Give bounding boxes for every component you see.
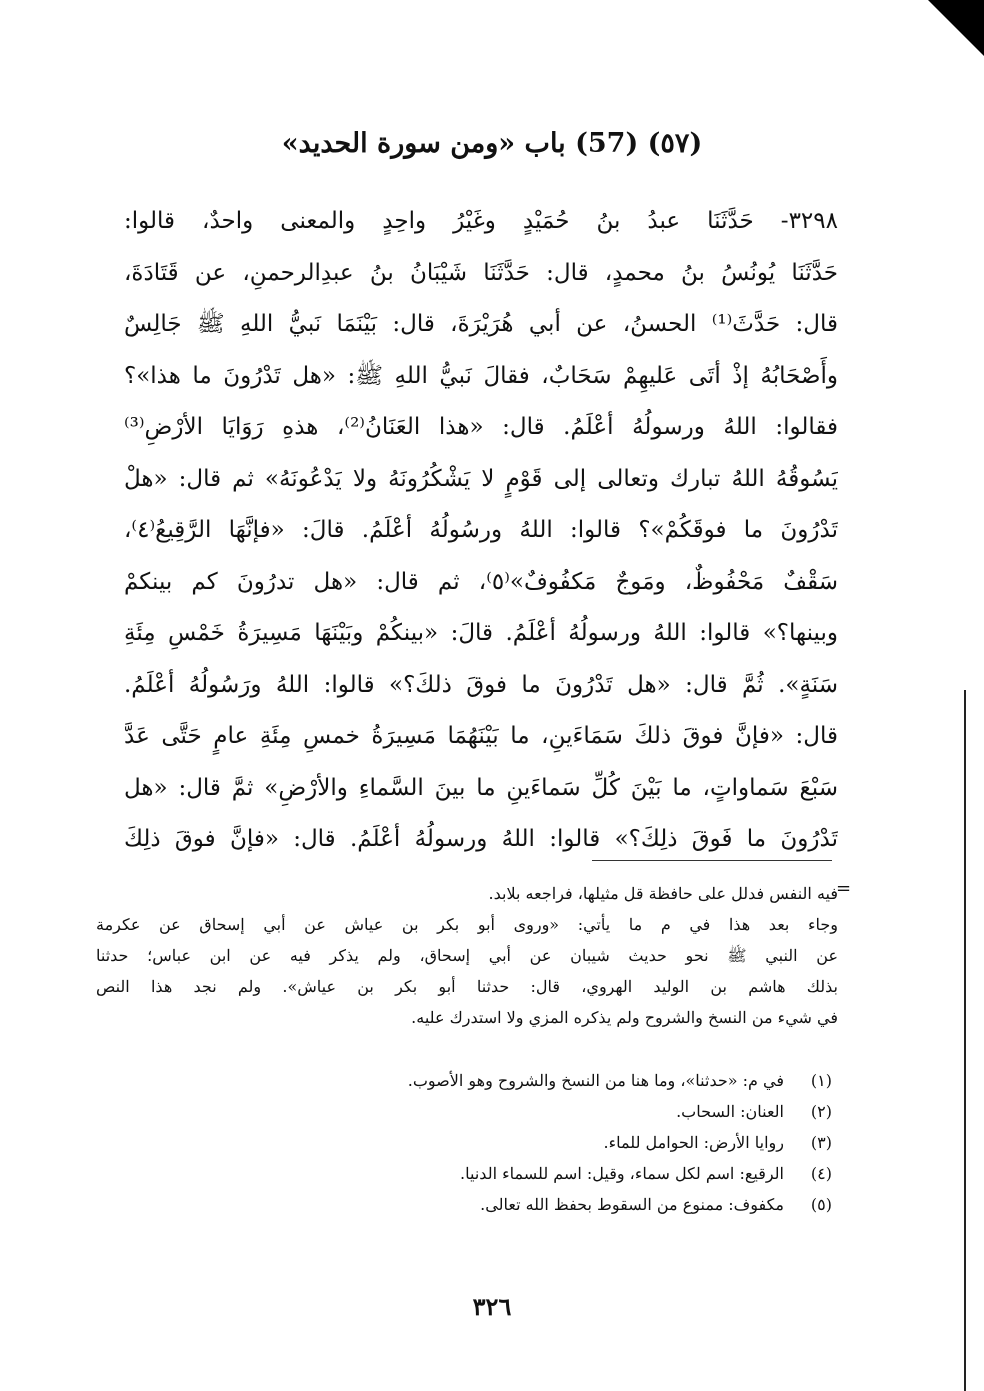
footnote	[96, 1065, 832, 1096]
corner-mark	[928, 0, 984, 56]
text-line: حَدَّثَنَا يُونُسُ بنُ محمدٍ، قال: حَدَّثَنَا شَيْبَانُ بنُ عبدِالرحمنِ، عن قَتَادَةَ،	[124, 259, 838, 286]
text-line: فقالوا: اللهُ ورسولُهُ أعْلَمُ. قال: «هذا العَنَانُ⁽²⁾، هذهِ رَوَايَا الأرْضِ⁽³⁾	[124, 414, 838, 440]
footnote-continuation	[96, 878, 838, 1033]
hadith-text	[124, 196, 838, 866]
text-line: سَبْعَ سَماواتٍ، ما بَيْنَ كُلِّ سَماءَينِ ما بينَ السَّماءِ والأرْضِ» ثمَّ قال: «هل	[124, 774, 838, 801]
text-line: ٣٢٩٨- حَدَّثَنَا عبدُ بنُ حُمَيْدٍ وغَيْرُ واحِدٍ والمعنى واحدٌ، قالوا:	[124, 208, 838, 234]
footnote	[96, 1189, 832, 1220]
text-line: يَسُوقُهُ اللهُ تبارك وتعالى إلى قَوْمٍ لا يَشْكُرُونَهُ ولا يَدْعُونَهُ» ثم قال: «هلْ	[124, 465, 838, 492]
text-line: سَقْفٌ مَحْفُوظٌ، ومَوجٌ مَكفُوفٌ»⁽٥⁾، ثم قال: «هل تدرُونَ كم بينكمْ	[124, 568, 838, 595]
footnote-text: الرقيع: اسم لكل سماء، وقيل: اسم للسماء الدنيا.	[460, 1164, 784, 1183]
margin-rule	[964, 690, 966, 1391]
footnote-text: روايا الأرض: الحوامل للماء.	[603, 1133, 784, 1152]
footnote-number: (٥)	[810, 1195, 832, 1214]
text-line: قال: «فإنَّ فوقَ ذلكَ سَمَاءَينِ، ما بَيْنَهُمَا مَسِيرَةُ خمسِ مِئَةِ عامٍ حَتَّى عَدَّ	[124, 723, 838, 749]
continuation-line: فيه النفس فدلل على حافظة قل مثيلها، فراجعه بلابد.	[488, 884, 838, 903]
footnote-number: (١)	[810, 1071, 832, 1090]
footnote	[96, 1096, 832, 1127]
text-line: تَدْرُونَ ما فَوقَ ذلِكَ؟» قالوا: اللهُ ورسولُهُ أعْلَمُ. قال: «فإنَّ فوقَ ذلِكَ	[124, 826, 838, 852]
text-line: قال: حَدَّثَ⁽¹⁾ الحسنُ، عن أبي هُرَيْرَةَ، قال: بَيْنَمَا نَبيُّ اللهِ ﷺ جَالِسٌ	[124, 311, 838, 337]
footnote-number: (٤)	[810, 1164, 832, 1183]
footnote-text: في م: «حدثنا»، وما هنا من النسخ والشروح وهو الأصوب.	[407, 1071, 784, 1090]
page-number: ٣٢٦	[472, 1292, 512, 1321]
footnote	[96, 1127, 832, 1158]
text-line: وأَصْحَابُهُ إذْ أتَى عَليهِمْ سَحَابٌ، فقالَ نَبيُّ اللهِ ﷺ: «هل تَدْرُونَ ما هذا»؟	[124, 362, 838, 389]
chapter-title: (٥٧) (57) باب «ومن سورة الحديد»	[281, 128, 703, 159]
text-line: سَنَةٍ». ثُمَّ قال: «هل تَدْرُونَ ما فوقَ ذلكَ؟» قالوا: اللهُ ورَسُولُهُ أعْلَمُ.	[124, 671, 838, 698]
text-line: وبينها؟» قالوا: اللهُ ورسولُهُ أعْلَمُ. قالَ: «بينكُمْ وبَيْنَهَا مَسِيرَةُ خَمْسِ مِئَةِ	[124, 620, 838, 646]
continuation-line: في شيء من النسخ والشروح ولم يذكره المزي ولا استدرك عليه.	[411, 1008, 838, 1027]
footnote-separator	[592, 860, 832, 861]
footnote-number: (٣)	[810, 1133, 832, 1152]
continuation-marker: =	[836, 878, 852, 899]
continuation-line: عن النبي ﷺ نحو حديث شيبان عن أبي إسحاق، ولم يذكر فيه عن ابن عباس؛ حدثنا	[96, 946, 839, 965]
footnote	[96, 1158, 832, 1189]
continuation-line: بذلك هاشم بن الوليد الهروي، قال: حدثنا أبو بكر بن عياش». ولم نجد هذا النص	[96, 977, 838, 996]
footnote-number: (٢)	[810, 1102, 832, 1121]
footnote-text: مكفوف: ممنوع من السقوط بحفظ الله تعالى.	[480, 1195, 784, 1214]
footnote-text: العنان: السحاب.	[676, 1102, 784, 1121]
text-line: تَدْرُونَ ما فوقَكُمْ»؟ قالوا: اللهُ ورسُولُهُ أعْلَمُ. قالَ: «فإنَّهَا الرَّقِيعُ⁽٤⁾،	[124, 517, 838, 543]
footnotes	[96, 1065, 832, 1220]
continuation-line: وجاء بعد هذا في م ما يأتي: «وروى أبو بكر بن عياش عن أبي إسحاق عن عكرمة	[96, 915, 838, 934]
